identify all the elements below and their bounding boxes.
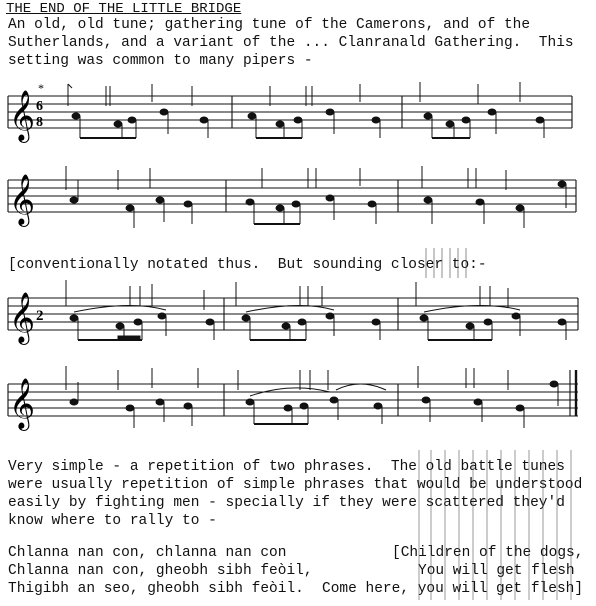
verse-gaelic-line-2: Chlanna nan con, gheobh sibh feòil, — [8, 563, 313, 579]
verse-english-line-3: Come here, you will get flesh] — [322, 581, 584, 597]
treble-clef-icon: 𝄞 — [9, 90, 36, 141]
time-signature-bottom: 8 — [36, 115, 43, 130]
notation-note: [conventionally notated thus. But sounding closer to:- — [8, 257, 487, 273]
music-staff-3 — [0, 276, 596, 360]
treble-clef-icon-2: 𝄞 — [9, 174, 36, 225]
intro-line-3: setting was common to many pipers - — [8, 53, 313, 69]
verse-english-line-1: [Children of the dogs, — [392, 545, 584, 561]
intro-line-1: An old, old tune; gathering tune of the Camerons, and of the — [8, 17, 531, 33]
verse-english-line-2: You will get flesh — [418, 563, 575, 579]
commentary-line-1: Very simple - a repetition of two phrases. The old battle tunes — [8, 459, 565, 475]
verse-gaelic-line-3: Thigibh an seo, gheobh sibh feòil. — [8, 581, 304, 597]
time-signature-2: 2 — [36, 308, 44, 324]
svg-text:*: * — [38, 81, 44, 95]
music-staff-1 — [0, 72, 596, 162]
intro-line-2: Sutherlands, and a variant of the ... Clanranald Gathering. This — [8, 35, 574, 51]
tune-title: THE END OF THE LITTLE BRIDGE — [6, 1, 242, 17]
commentary-line-2: were usually repetition of simple phrases that would be understood — [8, 477, 583, 493]
commentary-line-3: easily by fighting men - specially if they were scattered they'd — [8, 495, 565, 511]
music-staff-2 — [0, 162, 596, 242]
verse-gaelic-line-1: Chlanna nan con, chlanna nan con — [8, 545, 287, 561]
commentary-line-4: know where to rally to - — [8, 513, 217, 529]
treble-clef-icon-3: 𝄞 — [9, 292, 36, 343]
music-staff-4 — [0, 360, 596, 444]
time-signature-top: 6 — [36, 99, 43, 114]
treble-clef-icon-4: 𝄞 — [9, 378, 36, 429]
